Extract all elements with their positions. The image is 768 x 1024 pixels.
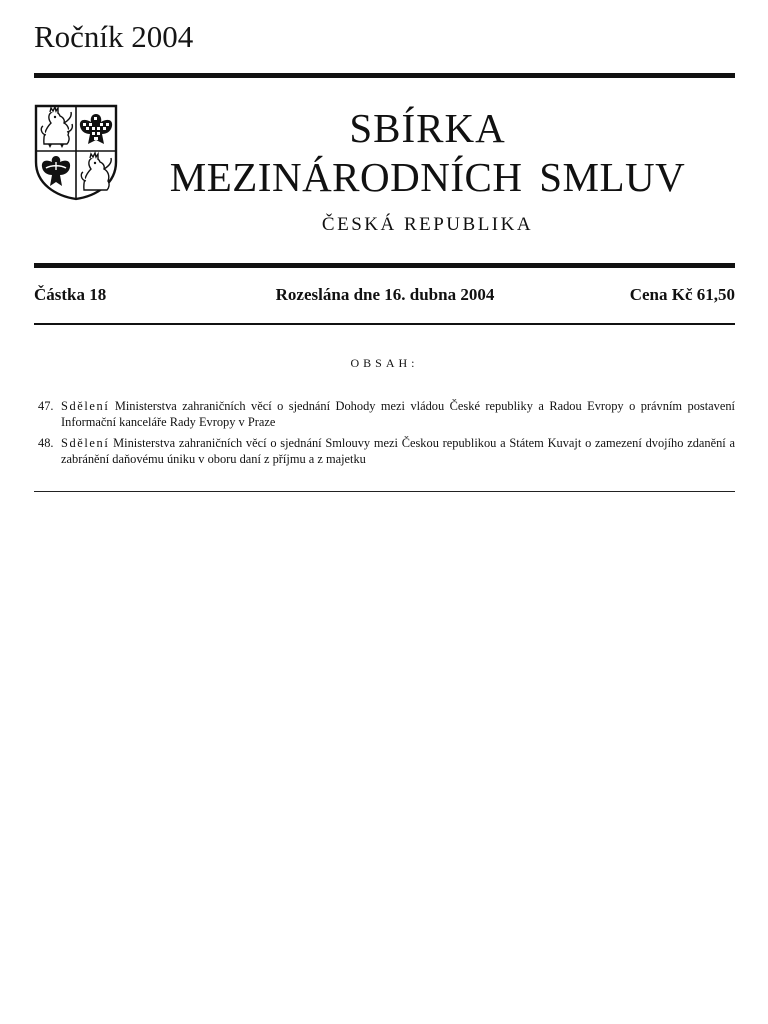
contents-bottom-rule <box>34 491 735 492</box>
coat-of-arms-icon <box>34 104 118 201</box>
contents-item-body: Ministerstva zahraničních věcí o sjednání Smlouvy mezi Českou republikou a Státem Kuvajt o zamezení dvojího zdanění a zabránění daňovému úniku v oboru daní z příjmu a z majetku <box>61 436 735 466</box>
publication-title-line2: MEZINÁRODNÍCH SMLUV <box>169 154 686 200</box>
contents-item-lead: Sdělení <box>61 436 110 450</box>
contents-item-number: 47. <box>38 399 54 413</box>
volume-year: Ročník 2004 <box>34 19 194 54</box>
header-bottom-rule <box>34 263 735 268</box>
contents-item-text <box>61 436 735 467</box>
country-subtitle: ČESKÁ REPUBLIKA <box>321 214 534 235</box>
top-rule <box>34 73 735 78</box>
issue-distribution-date: Rozeslána dne 16. dubna 2004 <box>275 285 495 304</box>
contents-item-number: 48. <box>38 436 54 450</box>
publication-title-line1: SBÍRKA <box>349 105 506 151</box>
contents-item-text <box>61 399 735 430</box>
contents-item-lead: Sdělení <box>61 399 110 413</box>
contents-item-body: Ministerstva zahraničních věcí o sjednání Dohody mezi vládou České republiky a Radou Evropy o právním postavení Informační kanceláře Rady Evropy v Praze <box>61 399 735 429</box>
contents-item <box>34 399 735 430</box>
contents-item <box>34 436 735 467</box>
issue-part: Částka 18 <box>34 285 107 304</box>
contents-heading: OBSAH: <box>350 356 419 370</box>
issue-price: Cena Kč 61,50 <box>629 285 735 304</box>
meta-bottom-rule <box>34 323 735 325</box>
